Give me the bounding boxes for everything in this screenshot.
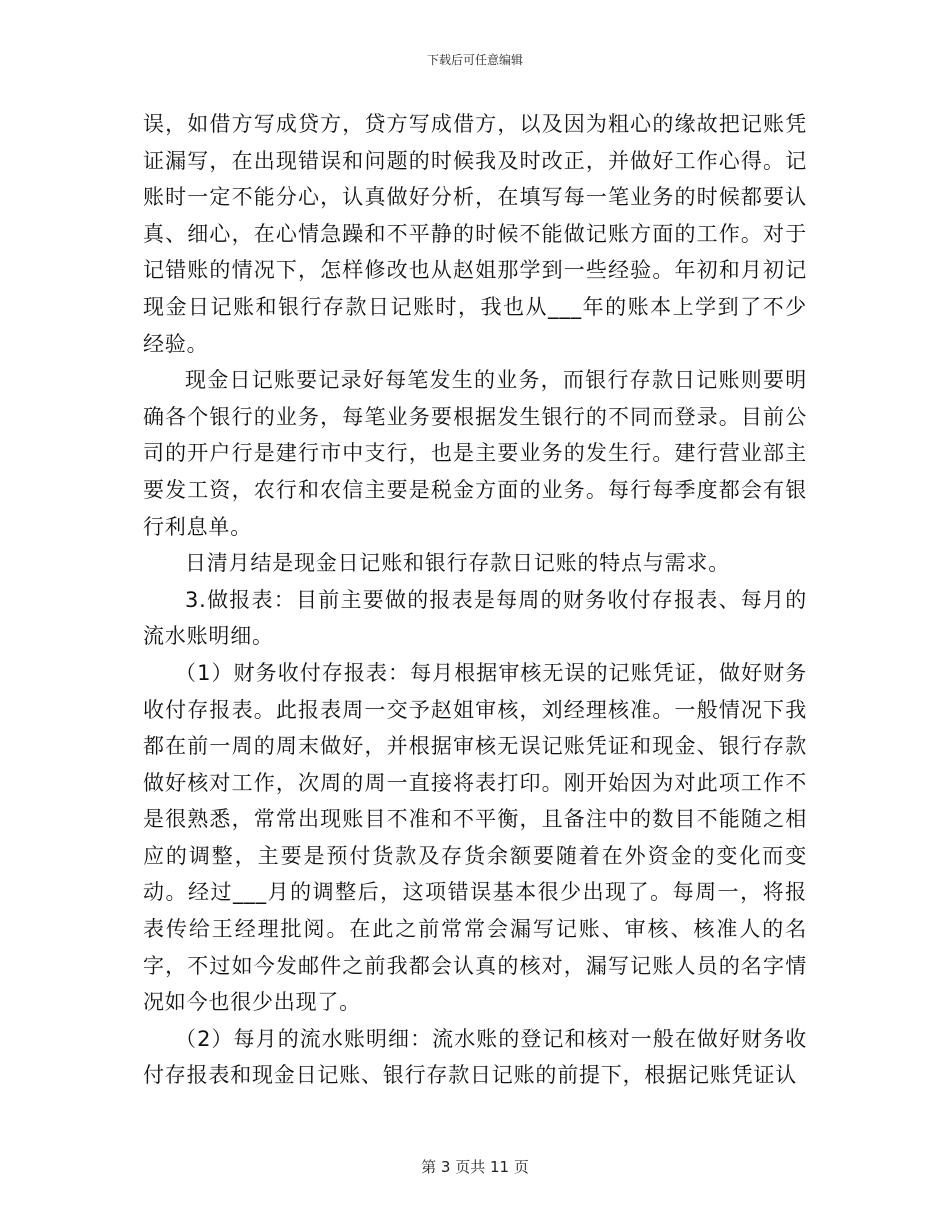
paragraph-continuation: 误，如借方写成贷方，贷方写成借方，以及因为粗心的缘故把记账凭证漏写，在出现错误和问题的时候我及时改正，并做好工作心得。记账时一定不能分心，认真做好分析，在填写每一笔业务的时候都要认真、细心，在心情急躁和不平静的时候不能做记账方面的工作。对于记错账的情况下，怎样修改也从赵姐那学到一些经验。年初和月初记现金日记账和银行存款日记账时，我也从___年的账本上学到了不少经验。: [143, 112, 807, 356]
page-header-note: 下载后可任意编辑: [426, 53, 523, 67]
paragraph-cash-journal: 现金日记账要记录好每笔发生的业务，而银行存款日记账则要明确各个银行的业务，每笔业务要根据发生银行的不同而登录。目前公司的开户行是建行市中支行，也是主要业务的发生行。建行营业部主要发工资，农行和农信主要是税金方面的业务。每行每季度都会有银行利息单。: [143, 368, 807, 539]
paragraph-daily-settlement: 日清月结是现金日记账和银行存款日记账的特点与需求。: [185, 551, 730, 576]
document-body: [143, 106, 807, 1094]
page-number: 第 3 页共 11 页: [421, 1158, 529, 1176]
paragraph-weekly-report: （1）财务收付存报表：每月根据审核无误的记账凭证，做好财务收付存报表。此报表周一交予赵姐审核，刘经理核准。一般情况下我都在前一周的周末做好，并根据审核无误记账凭证和现金、银行存款做好核对工作，次周的周一直接将表打印。刚开始因为对此项工作不是很熟悉，常常出现账目不准和不平衡，且备注中的数目不能随之相应的调整，主要是预付货款及存货余额要随着在外资金的变化而变动。经过___月的调整后，这项错误基本很少出现了。每周一，将报表传给王经理批阅。在此之前常常会漏写记账、审核、核准人的名字，不过如今发邮件之前我都会认真的核对，漏写记账人员的名字情况如今也很少出现了。: [143, 660, 807, 1015]
paragraph-monthly-ledger: （2）每月的流水账明细：流水账的登记和核对一般在做好财务收付存报表和现金日记账、银行存款日记账的前提下，根据记账凭证认: [143, 1026, 807, 1088]
paragraph-reports-heading: 3.做报表：目前主要做的报表是每周的财务收付存报表、每月的流水账明细。: [143, 587, 807, 649]
